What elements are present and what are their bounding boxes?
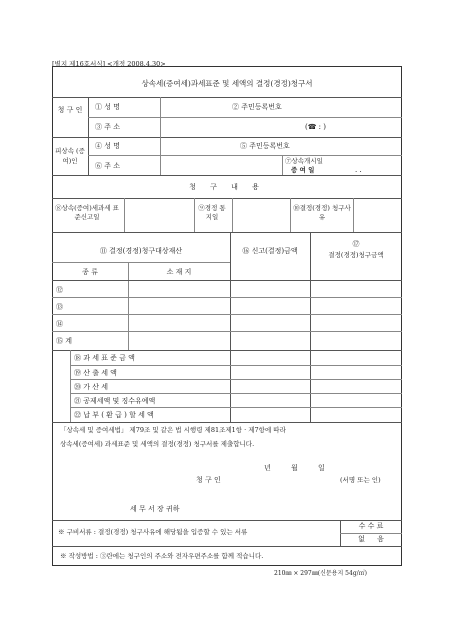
applicant-section-label: 청 구 인 [57, 106, 83, 114]
fee-label: 수 수 료 [358, 522, 384, 530]
decedent-section-label: 피상속 (증여)인 [55, 147, 85, 165]
addressee: 세 무 서 장 귀하 [130, 505, 180, 513]
divider [340, 533, 402, 534]
fee-value: 없 음 [358, 535, 384, 543]
row-total-label: ⑮ 계 [56, 337, 72, 345]
divider [52, 422, 402, 423]
request-field-10: ⑩결정(경정) 청구사유 [293, 204, 351, 221]
divider [194, 198, 195, 232]
decedent-rrn-label: ⑤ 주민등록번호 [240, 142, 290, 150]
signature-hint: (서명 또는 인) [340, 476, 381, 484]
col-claim-amount-num: ⑰ [352, 240, 360, 248]
request-header: 청 구 내 용 [189, 183, 265, 191]
col-location: 소 재 지 [166, 268, 192, 276]
paper-size: 210㎜ × 297㎜(신문용지 54g/㎡) [274, 570, 368, 577]
decedent-date-label-1: ⑦상속개시일 [285, 157, 323, 165]
form-title: 상속세(증여세)과세표준 및 세액의 결정(경정)청구서 [141, 79, 313, 88]
summary-row-18: ⑱ 과 세 표 준 금 액 [74, 354, 135, 362]
request-field-8: ⑧상속(증여)세과세 표준신고일 [55, 204, 119, 221]
divider [88, 117, 402, 118]
divider [70, 393, 402, 394]
divider [70, 365, 402, 366]
col-type: 종 류 [82, 268, 98, 276]
summary-row-20: ⑳ 가 산 세 [74, 383, 108, 391]
statement-line-2: 상속세(증여세) 과세표준 및 세액의 결정(경정) 청구서를 제출합니다. [60, 440, 255, 448]
divider [282, 155, 283, 175]
date-line: 년 월 일 [264, 464, 325, 472]
divider [52, 262, 230, 263]
signer-label: 청 구 인 [196, 476, 221, 484]
summary-row-22: ㉒ 납 부 ( 환 급 ) 할 세 액 [74, 411, 154, 419]
divider [232, 198, 233, 232]
divider [52, 520, 402, 521]
divider [88, 155, 402, 156]
divider [353, 198, 354, 232]
divider [52, 280, 402, 281]
divider [52, 198, 402, 199]
decedent-name-label: ④ 성 명 [95, 142, 120, 150]
row-13-label: ⑬ [56, 303, 63, 311]
divider [52, 546, 402, 547]
attachments-note: ※ 구비서류 : 결정(경정) 청구사유에 해당됨을 입증할 수 있는 서류 [58, 528, 248, 536]
decedent-date-label-2: 증 여 일 [291, 166, 315, 174]
divider [52, 350, 402, 351]
divider [52, 331, 402, 332]
divider [290, 198, 291, 232]
divider [70, 350, 71, 422]
row-14-label: ⑭ [56, 320, 63, 328]
decedent-date-value: . . [355, 166, 362, 174]
row-12-label: ⑫ [56, 286, 63, 294]
request-field-9: ⑨경정 통지일 [198, 204, 226, 221]
divider [52, 175, 402, 176]
col-declared-amount: ⑯ 신고(결정)금액 [242, 247, 298, 255]
decedent-address-label: ⑥ 주 소 [95, 162, 120, 170]
col-claim-amount: 결정(경정)청구금액 [328, 251, 384, 259]
form-frame [52, 66, 402, 566]
applicant-rrn-label: ② 주민등록번호 [232, 103, 282, 111]
divider [88, 97, 89, 175]
divider [160, 137, 161, 175]
divider [52, 137, 402, 138]
summary-row-19: ⑲ 산 출 세 액 [74, 369, 117, 377]
applicant-address-label: ③ 주 소 [95, 123, 120, 131]
divider [52, 314, 402, 315]
summary-row-21: ㉑ 공제세액 및 징수유예액 [74, 397, 156, 405]
divider [124, 198, 125, 232]
divider [52, 97, 402, 98]
col-target-property: ⑪ 결정(경정)청구대상재산 [99, 247, 183, 255]
instructions-note: ※ 작성방법 : ③란에는 청구인의 주소와 전자우편주소를 함께 적습니다. [60, 552, 264, 560]
divider [70, 407, 402, 408]
divider [52, 232, 402, 233]
statement-line-1: 「상속세 및 증여세법」 제79조 및 같은 법 시행령 제81조제1항 · 제7항에 따라 [60, 426, 286, 434]
applicant-name-label: ① 성 명 [95, 103, 120, 111]
applicant-phone-label: (☎ : ) [305, 123, 326, 131]
form-reference: [별지 제16호서식] <개정 2008.4.30> [52, 60, 166, 68]
divider [70, 379, 402, 380]
divider [52, 297, 402, 298]
